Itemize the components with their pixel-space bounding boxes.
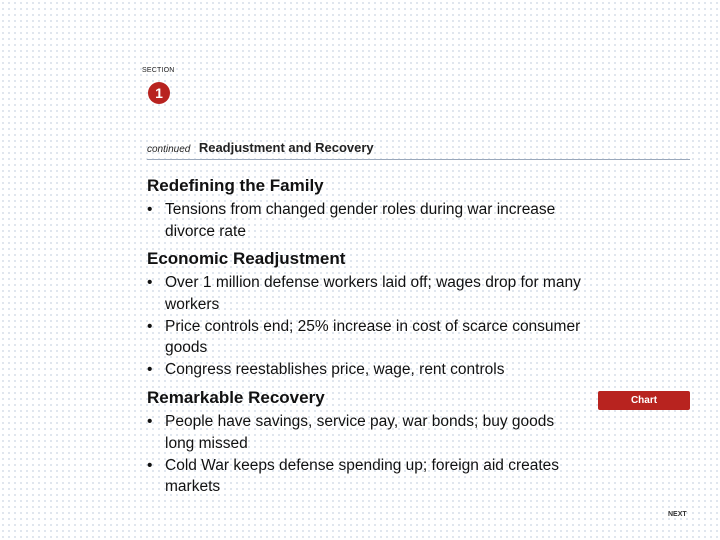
heading-redefining-family: Redefining the Family — [147, 176, 324, 195]
bullet-list-remarkable-recovery — [147, 411, 587, 498]
section-number-badge: 1 — [148, 82, 170, 104]
bullet-dot-icon: • — [147, 456, 153, 474]
list-item — [147, 199, 587, 243]
list-item — [147, 411, 587, 455]
list-item — [147, 359, 587, 381]
bullet-list-redefining-family — [147, 199, 587, 243]
bullet-text: Congress reestablishes price, wage, rent controls — [165, 361, 505, 379]
section-label: SECTION — [142, 67, 175, 74]
section-header — [147, 139, 374, 157]
header-divider — [147, 159, 690, 160]
bullet-dot-icon: • — [147, 317, 153, 335]
bullet-text: Price controls end; 25% increase in cost of scarce consumer goods — [165, 317, 581, 357]
bullet-dot-icon: • — [147, 201, 153, 218]
bullet-text: Cold War keeps defense spending up; foreign aid creates markets — [165, 456, 560, 496]
bullet-dot-icon: • — [147, 413, 153, 430]
next-button[interactable]: NEXT — [668, 511, 687, 518]
continued-label: continued — [147, 144, 191, 155]
list-item — [147, 272, 587, 316]
heading-economic-readjustment: Economic Readjustment — [147, 249, 346, 268]
section-topic-title: Readjustment and Recovery — [198, 140, 374, 155]
heading-remarkable-recovery: Remarkable Recovery — [147, 388, 325, 407]
chart-button[interactable]: Chart — [598, 391, 690, 410]
bullet-text: Tensions from changed gender roles during war increase divorce rate — [165, 201, 556, 240]
list-item — [147, 455, 587, 499]
bullet-text: Over 1 million defense workers laid off; wages drop for many workers — [165, 274, 581, 313]
bullet-dot-icon: • — [147, 274, 153, 291]
bullet-list-economic-readjustment — [147, 272, 587, 381]
bullet-text: People have savings, service pay, war bonds; buy goods long missed — [165, 413, 555, 452]
bullet-dot-icon: • — [147, 361, 153, 379]
list-item — [147, 316, 587, 360]
